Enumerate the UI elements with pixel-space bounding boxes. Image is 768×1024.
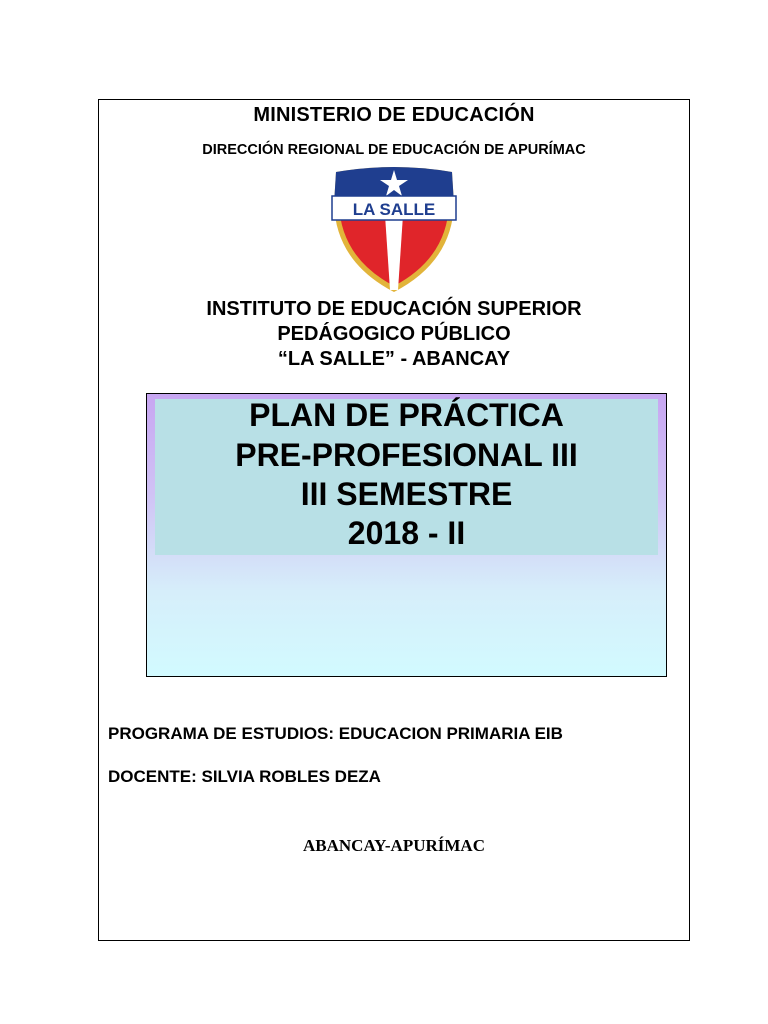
title-line-4: 2018 - II [347, 515, 466, 551]
la-salle-shield-logo [326, 164, 462, 294]
institution-line-2: PEDÁGOGICO PÚBLICO [277, 323, 511, 345]
title-line-3: III SEMESTRE [300, 476, 513, 512]
place-footer: ABANCAY-APURÍMAC [303, 836, 485, 855]
docente: DOCENTE: SILVIA ROBLES DEZA [108, 767, 381, 786]
logo-text: LA SALLE [352, 200, 436, 219]
title-line-1: PLAN DE PRÁCTICA [249, 397, 564, 433]
direccion-regional-heading: DIRECCIÓN REGIONAL DE EDUCACIÓN DE APURÍMAC [202, 142, 586, 158]
title-box [146, 393, 667, 677]
institution-line-1: INSTITUTO DE EDUCACIÓN SUPERIOR [206, 298, 582, 320]
ministry-heading: MINISTERIO DE EDUCACIÓN [253, 104, 535, 126]
programa-estudios: PROGRAMA DE ESTUDIOS: EDUCACION PRIMARIA EIB [108, 724, 563, 743]
title-line-2: PRE-PROFESIONAL III [235, 437, 578, 473]
institution-line-3: “LA SALLE” - ABANCAY [277, 348, 511, 370]
